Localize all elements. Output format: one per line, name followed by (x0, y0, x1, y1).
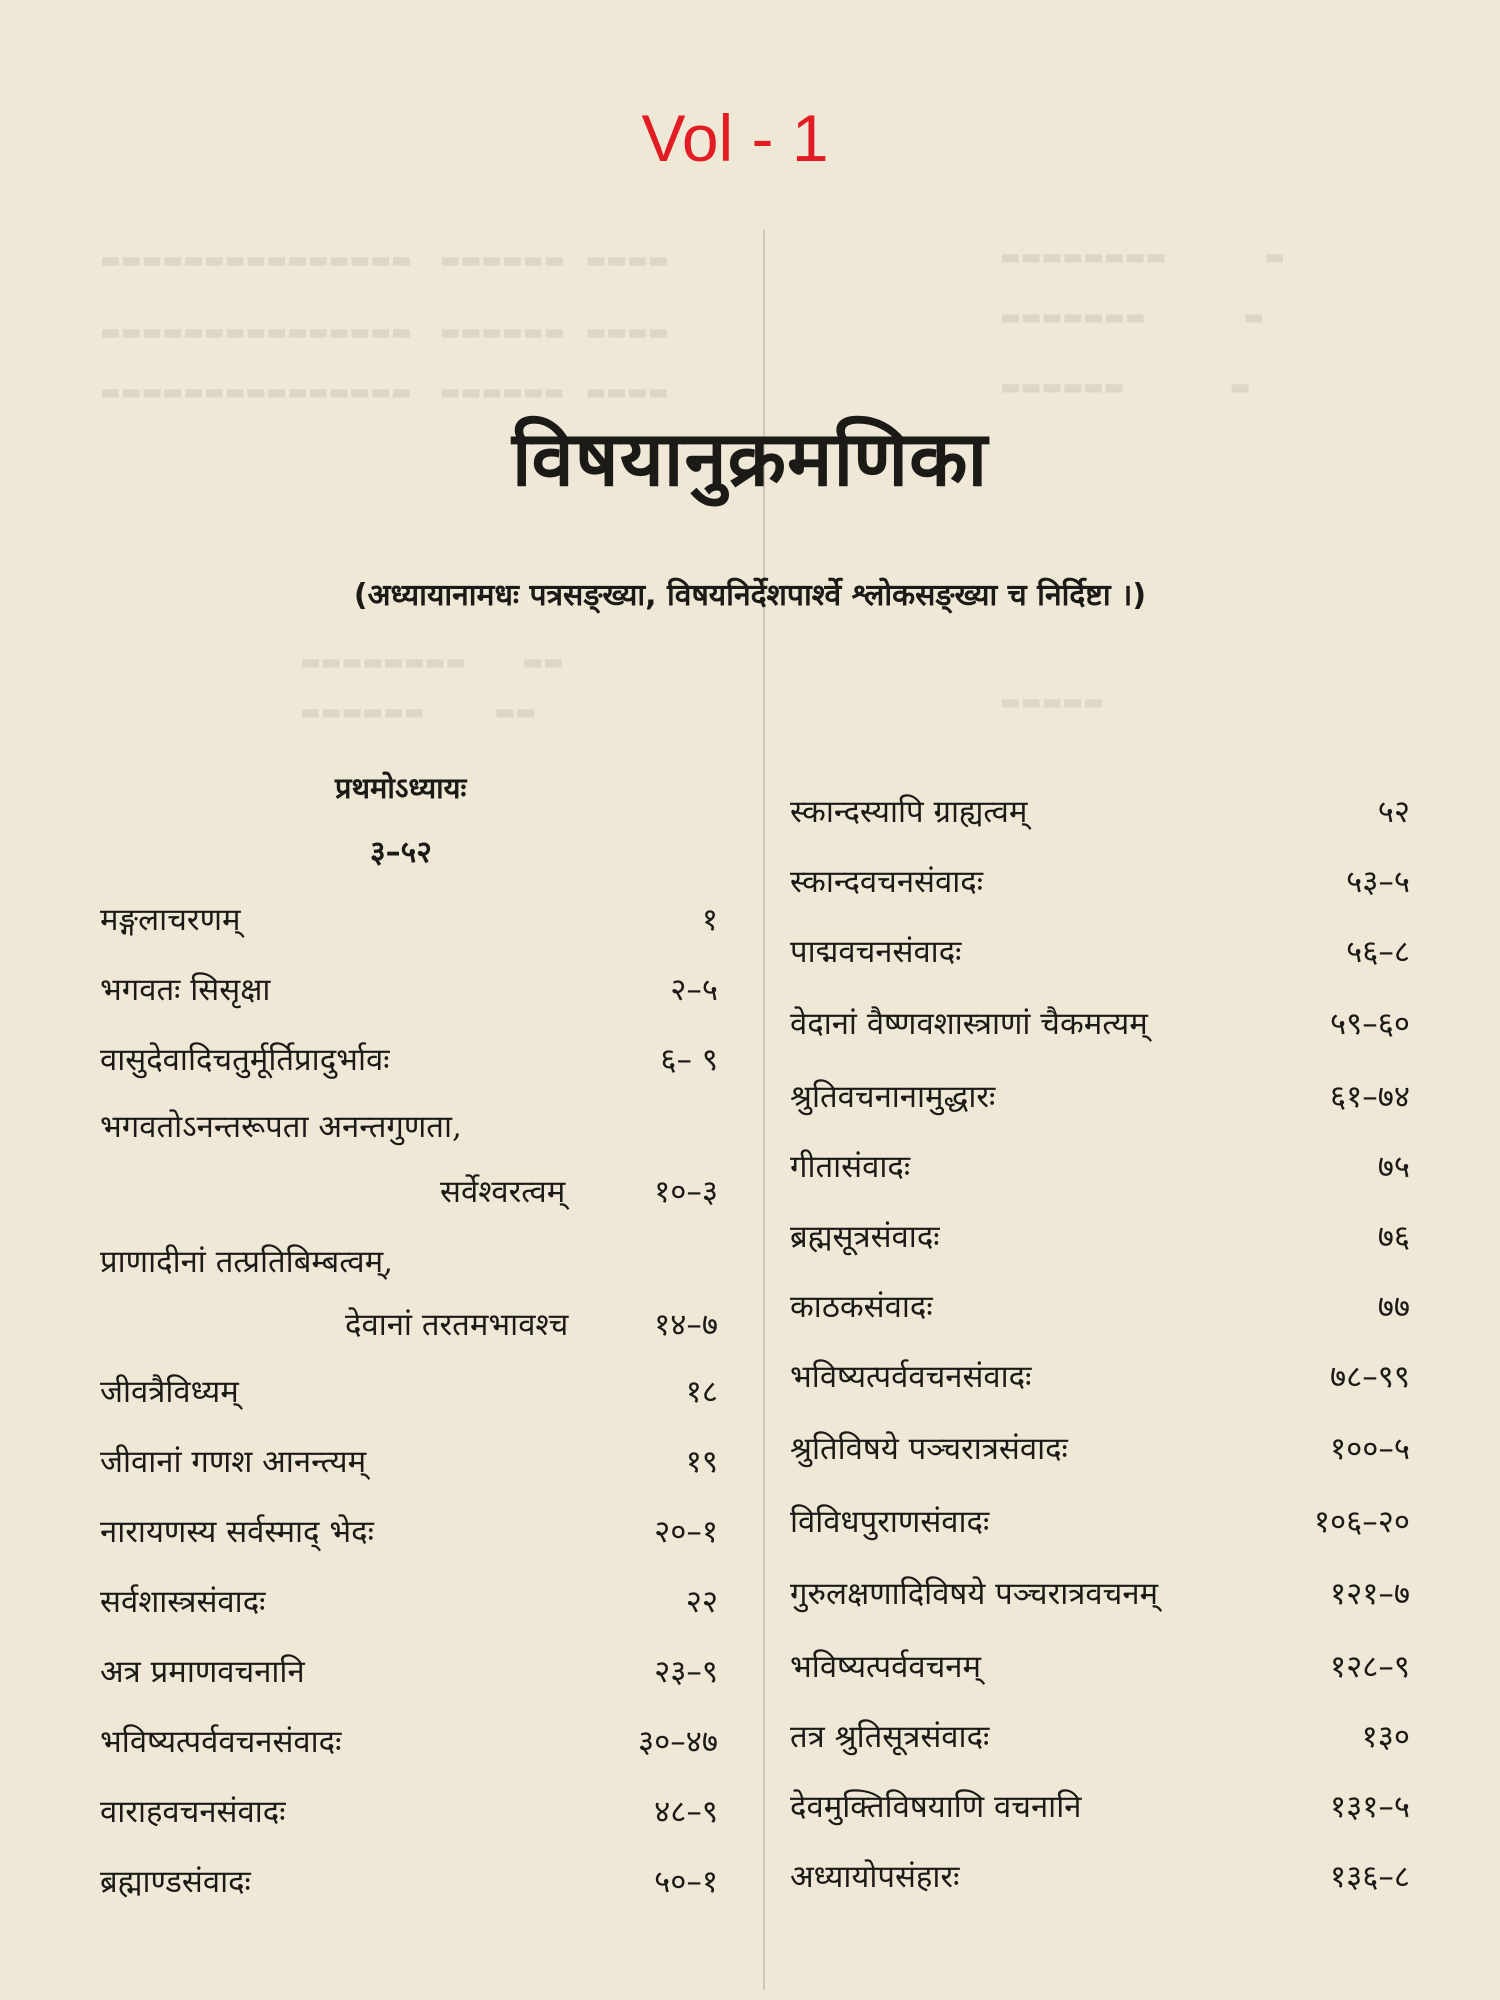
entry-title: प्राणादीनां तत्प्रतिबिम्बत्वम्, (100, 1244, 394, 1280)
entry-verses: ७७ (1377, 1289, 1410, 1325)
entry-title: काठकसंवादः (790, 1289, 933, 1325)
entry-verses: १३० (1361, 1719, 1410, 1755)
toc-entry (790, 1355, 1410, 1397)
entry-title: भगवतोऽनन्तरूपता अनन्तगुणता, (100, 1109, 462, 1145)
entry-title: ब्रह्माण्डसंवादः (100, 1864, 251, 1900)
toc-entry (100, 968, 718, 1010)
entry-verses: ७५ (1377, 1149, 1410, 1185)
bleed-through-text: ▬▬▬▬▬▬▬▬▬▬▬▬▬▬▬ ▬▬▬▬▬▬ ▬▬▬▬ (100, 320, 669, 345)
entry-title-continued: देवानां तरतमभावश्च (345, 1307, 569, 1343)
toc-entry (790, 1215, 1410, 1257)
toc-entry (790, 1645, 1410, 1687)
entry-title: नारायणस्य सर्वस्माद् भेदः (100, 1514, 374, 1550)
entry-verses: ६१–७४ (1330, 1079, 1410, 1115)
toc-entry (790, 1855, 1410, 1897)
entry-verses: १३१–५ (1330, 1789, 1410, 1825)
entry-title-continued: सर्वेश्वरत्वम् (440, 1174, 566, 1210)
toc-entry (790, 1785, 1410, 1827)
entry-verses: ७८–९९ (1330, 1359, 1410, 1395)
entry-verses: ५२ (1377, 794, 1410, 830)
toc-entry (100, 1370, 718, 1412)
entry-verses: २३–९ (654, 1654, 718, 1690)
toc-entry (790, 1572, 1410, 1614)
entry-title: पाद्मवचनसंवादः (790, 934, 962, 970)
entry-verses: १९ (685, 1444, 718, 1480)
entry-verses: १२८–९ (1330, 1649, 1410, 1685)
page-title: विषयानुक्रमणिका (511, 414, 989, 503)
entry-title: वासुदेवादिचतुर्मूर्तिप्रादुर्भावः (100, 1042, 390, 1078)
toc-entry (100, 1510, 718, 1552)
toc-entry (100, 1860, 718, 1902)
entry-title: श्रुतिविषये पञ्चरात्रसंवादः (790, 1431, 1068, 1467)
entry-verses: ५९–६० (1330, 1006, 1410, 1042)
toc-entry (100, 1580, 718, 1622)
entry-title: देवमुक्तिविषयाणि वचनानि (790, 1789, 1082, 1825)
entry-verses: १००–५ (1330, 1431, 1410, 1467)
entry-title: भविष्यत्पर्ववचनसंवादः (100, 1724, 342, 1760)
entry-title: गीतासंवादः (790, 1149, 911, 1185)
bleed-through-text: ▬▬▬▬▬▬ ▬▬ (300, 700, 537, 725)
entry-verses: २–५ (670, 972, 718, 1008)
entry-title: स्कान्दस्यापि ग्राह्यत्वम् (790, 794, 1028, 830)
bleed-through-text: ▬▬▬▬▬▬▬▬ ▬ (1000, 245, 1285, 270)
entry-verses: ५३–५ (1346, 864, 1410, 900)
bleed-through-text: ▬▬▬▬▬▬▬▬▬▬▬▬▬▬▬ ▬▬▬▬▬▬ ▬▬▬▬ (100, 248, 669, 273)
toc-entry (790, 1427, 1410, 1469)
toc-entry (440, 1170, 718, 1212)
entry-title: भगवतः सिसृक्षा (100, 972, 271, 1008)
entry-verses: १ (701, 902, 718, 938)
entry-verses: ६– ९ (660, 1042, 718, 1078)
toc-entry (790, 1285, 1410, 1327)
entry-verses: १०–३ (654, 1174, 718, 1210)
entry-verses: १२१–७ (1330, 1576, 1410, 1612)
bleed-through-text: ▬▬▬▬▬ (1000, 690, 1104, 715)
entry-title: अत्र प्रमाणवचनानि (100, 1654, 305, 1690)
entry-title: सर्वशास्त्रसंवादः (100, 1584, 266, 1620)
bleed-through-text: ▬▬▬▬▬▬ ▬ (1000, 375, 1251, 400)
toc-entry (100, 1440, 718, 1482)
entry-title: भविष्यत्पर्ववचनम् (790, 1649, 981, 1685)
entry-verses: ७६ (1377, 1219, 1410, 1255)
entry-title: जीवानां गणश आनन्त्यम् (100, 1444, 367, 1480)
toc-entry (790, 1145, 1410, 1187)
entry-title: जीवत्रैविध्यम् (100, 1374, 239, 1410)
bleed-through-text: ▬▬▬▬▬▬▬▬ ▬▬ (300, 650, 564, 675)
toc-entry (790, 1075, 1410, 1117)
entry-title: विविधपुराणसंवादः (790, 1504, 990, 1540)
entry-title: वेदानां वैष्णवशास्त्राणां चैकमत्यम् (790, 1006, 1148, 1042)
entry-title: मङ्गलाचरणम् (100, 902, 241, 938)
entry-verses: २०–१ (654, 1514, 718, 1550)
entry-verses: ३०–४७ (638, 1724, 718, 1760)
entry-title: तत्र श्रुतिसूत्रसंवादः (790, 1719, 990, 1755)
chapter-page-range: ३–५२ (370, 835, 432, 870)
entry-verses: १३६–८ (1330, 1859, 1410, 1895)
toc-entry (790, 1002, 1410, 1044)
entry-title: श्रुतिवचनानामुद्धारः (790, 1079, 996, 1115)
toc-entry (100, 1038, 718, 1080)
toc-entry (345, 1303, 718, 1345)
entry-verses: १०६–२० (1313, 1504, 1410, 1540)
chapter-heading: प्रथमोऽध्यायः (335, 771, 467, 805)
entry-verses: ५६–८ (1346, 934, 1410, 970)
toc-entry (790, 860, 1410, 902)
entry-verses: १४–७ (654, 1307, 718, 1343)
toc-entry (100, 898, 718, 940)
entry-verses: ५०–१ (654, 1864, 718, 1900)
toc-entry (100, 1720, 718, 1762)
entry-verses: १८ (685, 1374, 718, 1410)
toc-entry (100, 1790, 718, 1832)
entry-title: भविष्यत्पर्ववचनसंवादः (790, 1359, 1032, 1395)
toc-entry (790, 1715, 1410, 1757)
toc-entry (790, 1500, 1410, 1542)
volume-label: Vol - 1 (641, 101, 829, 175)
toc-entry (790, 790, 1410, 832)
entry-title: ब्रह्मसूत्रसंवादः (790, 1219, 940, 1255)
page-subtitle: (अध्यायानामधः पत्रसङ्ख्या, विषयनिर्देशपार्श्वे श्लोकसङ्ख्या च निर्दिष्टा ।) (353, 578, 1147, 613)
toc-entry (100, 1650, 718, 1692)
entry-title: गुरुलक्षणादिविषये पञ्चरात्रवचनम् (790, 1576, 1159, 1612)
entry-title: स्कान्दवचनसंवादः (790, 864, 984, 900)
entry-title: अध्यायोपसंहारः (790, 1859, 960, 1895)
entry-verses: ४८–९ (654, 1794, 718, 1830)
entry-title: वाराहवचनसंवादः (100, 1794, 286, 1830)
entry-verses: २२ (685, 1584, 718, 1620)
bleed-through-text: ▬▬▬▬▬▬▬ ▬ (1000, 305, 1265, 330)
toc-entry (790, 930, 1410, 972)
bleed-through-text: ▬▬▬▬▬▬▬▬▬▬▬▬▬▬▬ ▬▬▬▬▬▬ ▬▬▬▬ (100, 380, 669, 405)
